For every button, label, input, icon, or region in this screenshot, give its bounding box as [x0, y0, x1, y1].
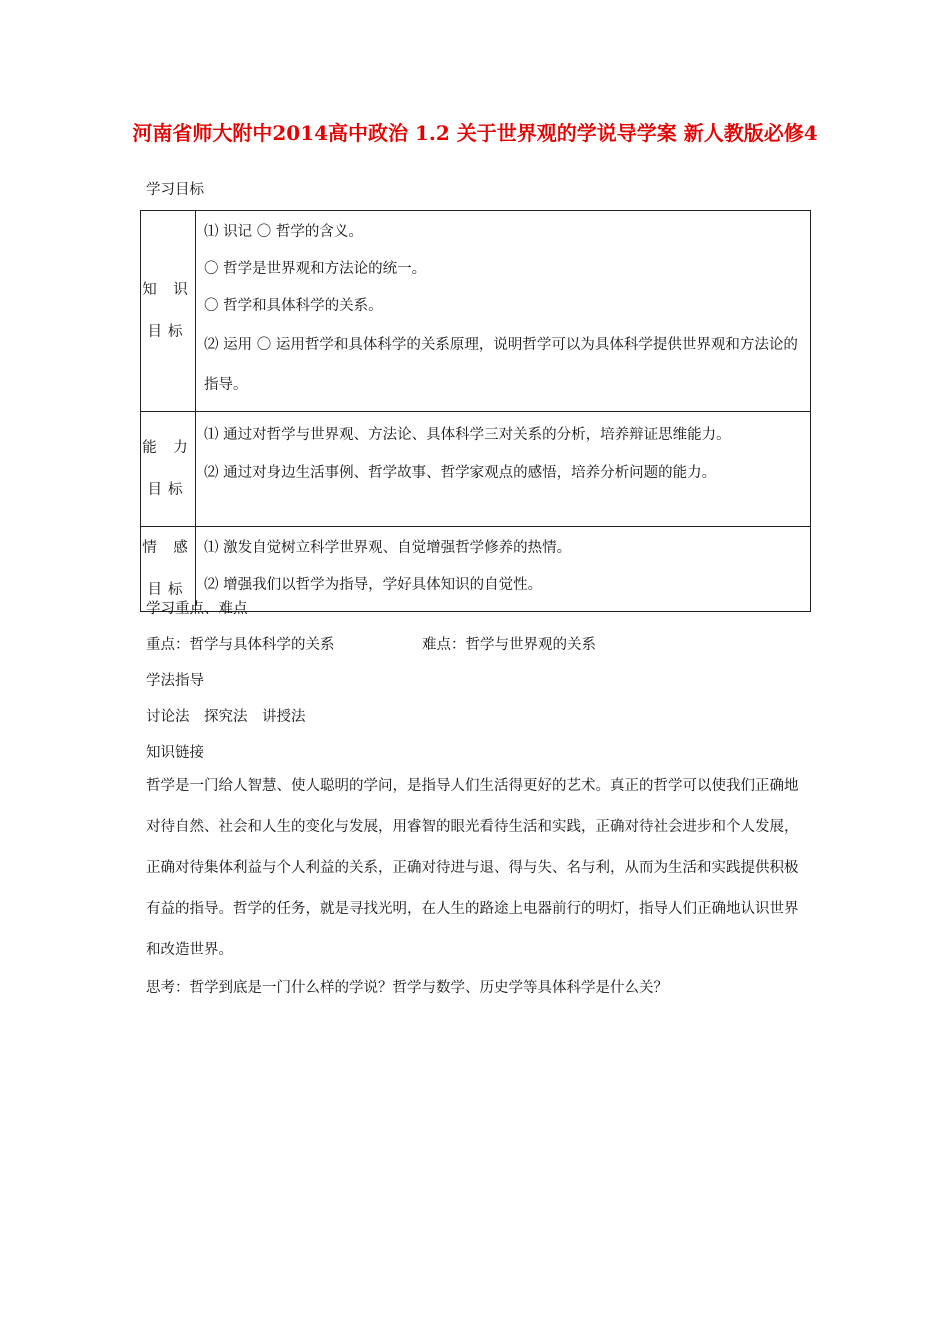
document-title: 河南省师大附中2014高中政治 1.2 关于世界观的学说导学案 新人教版必修4 — [132, 121, 818, 145]
row-label-line1: 能 力 — [142, 440, 194, 456]
row-content-ability — [196, 412, 811, 527]
method-heading: 学法指导 — [146, 673, 204, 689]
row-content-emotion — [196, 527, 811, 612]
row-label-line2: 目标 — [147, 482, 189, 498]
goal-line: ⑵ 增强我们以哲学为指导，学好具体知识的自觉性。 — [204, 577, 543, 593]
learning-goals-table — [140, 210, 811, 612]
method-text: 讨论法 探究法 讲授法 — [146, 709, 306, 725]
key-points-heading: 学习重点、难点 — [146, 601, 248, 617]
goal-line: ⑴ 识记 〇 哲学的含义。 — [204, 224, 363, 240]
goal-line: ⑵ 通过对身边生活事例、哲学故事、哲学家观点的感悟，培养分析问题的能力。 — [204, 465, 717, 481]
goal-line: 〇 哲学和具体科学的关系。 — [204, 298, 383, 314]
row-label-line2: 目标 — [147, 324, 189, 340]
goals-row-ability — [141, 412, 811, 527]
knowledge-paragraph: 哲学是一门给人智慧、使人聪明的学问，是指导人们生活得更好的艺术。真正的哲学可以使我们正确地对待自然、社会和人生的变化与发展，用睿智的眼光看待生活和实践，正确对待社会进步和个人发展，正确对待集体利益与个人利益的关系，正确对待进与退、得与失、名与利，从而为生活和实践提供积极有益的指导。哲学的任务，就是寻找光明，在人生的路途上电器前行的明灯，指导人们正确地认识世界和改造世界。 — [146, 778, 799, 958]
row-label-line1: 情 感 — [142, 540, 194, 556]
learning-goals-heading: 学习目标 — [146, 182, 204, 198]
row-label-knowledge — [141, 211, 196, 412]
goal-line: ⑴ 激发自觉树立科学世界观、自觉增强哲学修养的热情。 — [204, 540, 572, 556]
row-label-line2: 目标 — [147, 582, 189, 598]
row-label-line1: 知 识 — [142, 282, 194, 298]
knowledge-link-heading: 知识链接 — [146, 745, 204, 761]
key-point-important: 重点：哲学与具体科学的关系 — [146, 637, 335, 653]
thinking-question: 思考：哲学到底是一门什么样的学说？哲学与数学、历史学等具体科学是什么关？ — [146, 980, 668, 996]
goal-line: ⑴ 通过对哲学与世界观、方法论、具体科学三对关系的分析，培养辩证思维能力。 — [204, 427, 731, 443]
goals-row-knowledge — [141, 211, 811, 412]
goal-line: 〇 哲学是世界观和方法论的统一。 — [204, 261, 427, 277]
row-label-ability — [141, 412, 196, 527]
row-content-knowledge — [196, 211, 811, 412]
key-point-difficult: 难点：哲学与世界观的关系 — [422, 637, 596, 653]
goal-line: ⑵ 运用 〇 运用哲学和具体科学的关系原理，说明哲学可以为具体科学提供世界观和方法论的指导。 — [204, 337, 798, 393]
